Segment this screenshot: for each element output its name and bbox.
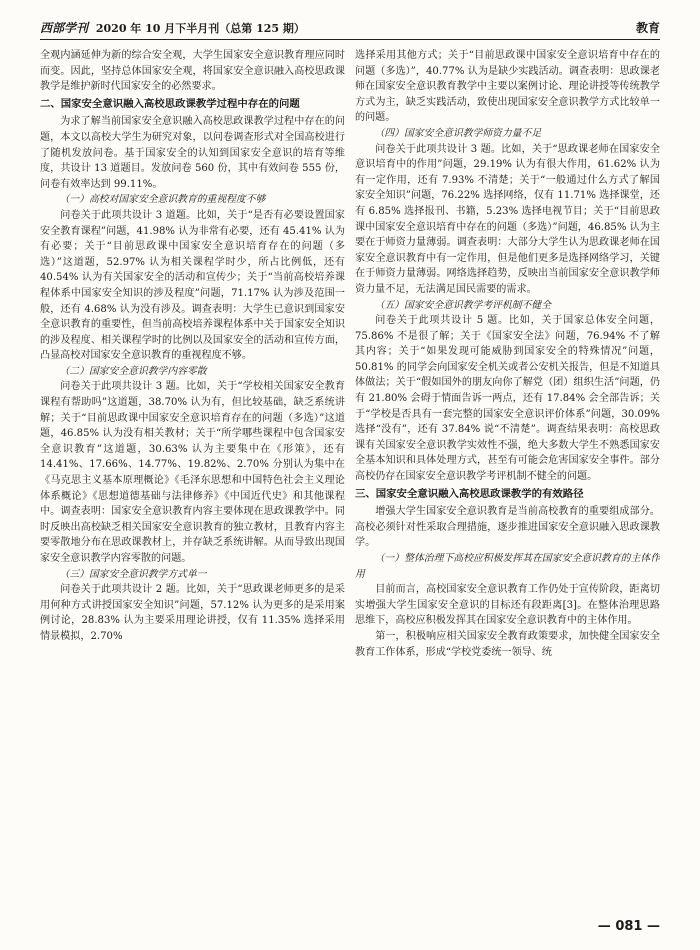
section-heading: 三、国家安全意识融入高校思政课教学的有效路径 [355, 487, 584, 500]
body-columns [40, 48, 660, 888]
running-header [40, 14, 660, 40]
issue-info: 2020 年 10 月下半月刊（总第 125 期） [95, 22, 305, 35]
paragraph: 目前而言，高校国家安全意识教育工作仍处于宣传阶段，距离切实增强大学生国家安全意识的目标还有段距离[3]。在整体治理思路思维下，高校应积极发挥其在国家安全意识教育中的主体作用。 [355, 584, 660, 627]
left-column [40, 48, 345, 888]
subsection-heading: （一）高校对国家安全意识教育的重视程度不够 [59, 194, 266, 206]
subsection-heading: （五）国家安全意识教学考评机制不健全 [374, 299, 551, 311]
paragraph: 问卷关于此项共设计 3 题。比如，关于“学校相关国家安全教育课程有帮助吗”这道题，38.70% 认为有，但比较基础，缺乏系统讲解；关于“目前思政课中国家安全意识培育存在的问题（多选）”这道题，46.85% 认为没有相关教材；关于“所学哪些课程中包含国家安全意识教育”这道题，30.63% 认为主要集中在《形策》，还有 14.41%、17.66%、14.77%、19.82%、2.70% 分别认为集中在《马克思主义基本原理概论》《毛泽东思想和中国特色社会主义理论体系概论》《思想道德基础与法律修养》《中国近代史》和其他课程中。调查表明：国家安全意识教育内容主要体现在思政课教学中。同时反映出高校缺乏相关国家安全意识教育的独立教材，且教育内容主要零散地分布在思政课教材上，并存缺乏系统讲解。从而导致出现国家安全意识教学内容零散的问题。 [40, 381, 345, 564]
subsection-heading: （二）国家安全意识教学内容零散 [59, 365, 207, 377]
page-number: — 081 — [597, 919, 660, 934]
section-heading: 二、国家安全意识融入高校思政课教学过程中存在的问题 [40, 97, 300, 110]
paragraph: 增强大学生国家安全意识教育是当前高校教育的重要组成部分。高校必须针对性采取合理措施，逐步推进国家安全意识融入思政课教学。 [355, 506, 660, 549]
paragraph: 问卷关于此项共设计 5 题。比如，关于国家总体安全问题，75.86% 不是很了解；关于《国家安全法》问题，76.94% 不了解其内容；关于“如果发现可能威胁到国家安全的特殊情况”问题，50.81% 的同学会向国家安全机关或者公安机关报告，但是不知道具体做法；关于“假如国外的朋友向你了解党（团）组织生活”问题，仍有 21.80% 会碍于情面告诉一两点，还有 17.84% 会全部告诉；关于“学校是否具有一套完整的国家安全意识评价体系”问题，30.09% 选择“没有”，还有 37.84% 说“不清楚”。调查结果表明：高校思政课有关国家安全意识教学实效性不强，绝大多数大学生不熟悉国家安全基本知识和具体处理方式，甚至有可能会危害国家安全事件。部分高校仍存在国家安全意识教学考评机制不健全的问题。 [355, 315, 660, 483]
paragraph: 第一，积极响应相关国家安全教育政策要求，加快健全国家安全教育工作体系，形成“学校党委统一领导、统 [355, 630, 660, 658]
section-tag: 教育 [635, 21, 660, 35]
paragraph: 选择采用其他方式；关于“目前思政课中国家安全意识培育中存在的问题（多选）”，40.77% 认为是缺少实践活动。调查表明：思政课老师在国家安全意识教育教学中主要以案例讨论、理论讲授等传统教学方式为主，缺乏实践活动，致使出现国家安全意识教学方式比较单一的问题。 [355, 50, 660, 124]
paragraph: 问卷关于此项共设计 3 道题。比如，关于“是否有必要设置国家安全教育课程”问题，41.98% 认为非常有必要，还有 45.41% 认为有必要；关于“目前思政课中国家安全意识培育存在的问题（多选）”这道题，52.97% 认为相关课程学时少，所占比例低，还有 40.54% 认为有关国家安全的活动和宣传少；关于“当前高校培养课程体系中国家安全知识的涉及程度”问题，71.17% 认为涉及范围一般，还有 4.68% 认为没有涉及。调查表明：大学生已意识到国家安全意识教育的重要性，但当前高校培养课程体系中关于国家安全知识的涉及程度、相关课程学时的比例以及国家安全的活动和宣传方面，凸显高校对国家安全意识教育的重视程度不够。 [40, 209, 345, 362]
paragraph: 问卷关于此项共设计 2 题。比如，关于“思政课老师更多的是采用何种方式讲授国家安全知识”问题，57.12% 认为更多的是采用案例讨论，28.83% 认为主要采用理论讲授，仅有 11.35% 选择采用情景模拟，2.70% [40, 584, 345, 642]
paragraph: 全观内涵延伸为新的综合安全观，大学生国家安全意识教育理应同时而变。因此，坚持总体国家安全观，将国家安全意识融入高校思政课教学是维护新时代国家安全的必然要求。 [40, 50, 345, 93]
paragraph: 问卷关于此项共设计 3 题。比如，关于“思政课老师在国家安全意识培育中的作用”问题，29.19% 认为有很大作用，61.62% 认为有一定作用，还有 7.93% 不清楚；关于“一般通过什么方式了解国家安全知识”问题，76.22% 选择网络，仅有 11.71% 选择课堂，还有 6.85% 选择报刊、书籍，5.23% 选择电视节目；关于“目前思政课中国家安全意识培育中存在的问题（多选）”问题，46.85% 认为主要在于师资力量薄弱。调查表明：大部分大学生认为思政课老师在国家安全意识教育中有一定作用，但是他们更多是选择网络学习，关键在于师资力量薄弱。网络选择趋势，反映出当前国家安全意识教学师资力量不足，无法满足国民需要的需求。 [355, 143, 660, 295]
journal-name: 西部学刊 [40, 21, 89, 35]
right-column [355, 48, 660, 888]
subsection-heading: （一）整体治理下高校应积极发挥其在国家安全意识教育的主体作用 [355, 553, 660, 580]
subsection-heading: （三）国家安全意识教学方式单一 [59, 568, 207, 580]
subsection-heading: （四）国家安全意识教学师资力量不足 [374, 127, 542, 139]
journal-info [40, 19, 305, 36]
paragraph: 为求了解当前国家安全意识融入高校思政课教学过程中存在的问题，本文以高校大学生为研究对象，以问卷调查形式对全国高校进行了随机发放问卷。基于国家安全的认知到国家安全意识的培育等维度，共设计 13 道题目。发放问卷 560 份，其中有效问卷 555 份，问卷有效率达到 99.11%。 [40, 116, 345, 190]
